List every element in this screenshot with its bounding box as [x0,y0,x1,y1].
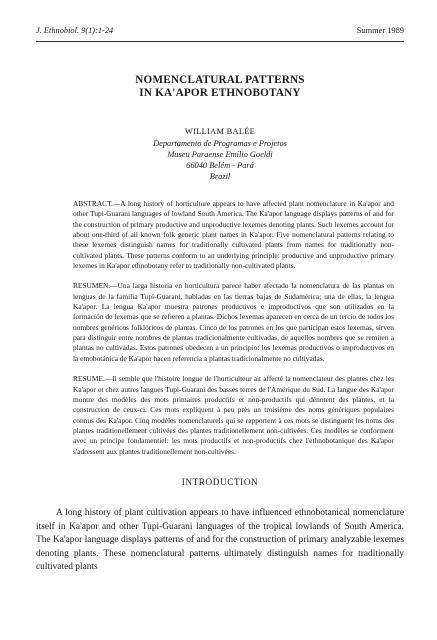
article-title [36,74,404,100]
header-rule [36,41,404,42]
affiliation-line: Museu Paraense Emílio Goeldi [167,150,273,159]
affiliation-line: 66040 Belém - Pará [186,161,254,170]
affiliation-line: Brazil [209,172,231,181]
title-line-1: NOMENCLATURAL PATTERNS [135,74,305,86]
abstracts [73,199,394,457]
body-paragraph: A long history of plant cultivation appears to have influenced ethnobotanical nomenclature itself in Ka'apor and other Tupi-Guarani languages of the tropical lowlands of South America. The Ka'apor language displays patterns of and for the construction of primary analyzable lexemes denoting plants. These nomenclatural patterns ultimately distinguish names for traditionally cultivated plants [36,507,404,573]
title-line-2: IN KA'APOR ETHNOBOTANY [139,87,301,99]
affiliation-line: Departamento de Programas e Projetos [153,139,287,148]
running-header [36,26,404,36]
abstract-english: ABSTRACT.—A long history of horticulture appears to have affected plant nomenclature in Ka'apor and other Tupi-Guarani languages of lowland South America. The Ka'apor language displays patterns of and for the construction of primary productive and unproductive lexemes denoting plants. Such lexemes account for about one-third of all known folk generic plant names in Ka'apor. Five nomenclatural patterns relating to these lexemes distinguish names for traditionally cultivated plants from names for traditionally non-cultivated plants. These patterns conform to an underlying principle: productive and unproductive primary lexemes in Ka'apor ethnobotany refer to traditionally non-cultivated plants. [73,199,394,271]
journal-citation: J. Ethnobiol. 9(1):1-24 [36,26,114,35]
abstract-french: RESUME.—Il semble que l'histoire longue de l'horticulteur ait affecté la nomenclateur des plantes chez les Ka'apor et chez autres langues Tupi-Guarani des basses terres de l'Amérique du Sud. La langue des Ka'apor montre des modèles des mots primaires productifs et non-productifs qui dénotent des plantes, et la construction de ceux-ci. Ces mots expliquent à peu près un troisième des noms génériques populaires connus des Ka'apor. Cinq modèles nomenclaturels qui se rapportent à ces mots se distinguent les noms des plantes traditionellement cultivées des plantes traditionellement non-cultivées. Ces modèles se conforment avec un principe fondamentiel: les mots productifs et non-productifs chez l'ethnobotanique des Ka'apor s'adressent aux plantes traditionellement non-cultivées. [73,374,394,456]
issue-date: Summer 1989 [356,26,404,35]
author-name: WILLIAM BALÉE [184,127,256,136]
abstract-spanish: RESUMEN.—Una larga historia en horticultura parece haber afectado la nomenclatura de las plantas en lenguas de la familia Tupí-Guaraní, habladas en las tierras bajas de Sudamérica; una de ellas, la lengua Ka'apor. La lengua Ka'apor muestra patrones productivos e improductivos que son utilizados en la formación de lexemas que se refieren a plantas. Dichos lexemas aparecen en cerca de un tercio de todos los nombres genéricos folklóricos de plantas. Cinco de los patrones en los que participan estos lexemas, sirven para distinguir entre nombres de plantas tradicionalmente cultivadas, de aquellos nombres que se remiten a plantas no cultivadas. Estos patrones obedecen a un principio: los lexemas productivos o improductivos en la etnobotánica de Ka'apor hacen referencia a plantas tradicionalmente no cultivadas. [73,281,394,363]
section-heading: INTRODUCTION [181,476,259,487]
author-affiliation [36,138,404,182]
